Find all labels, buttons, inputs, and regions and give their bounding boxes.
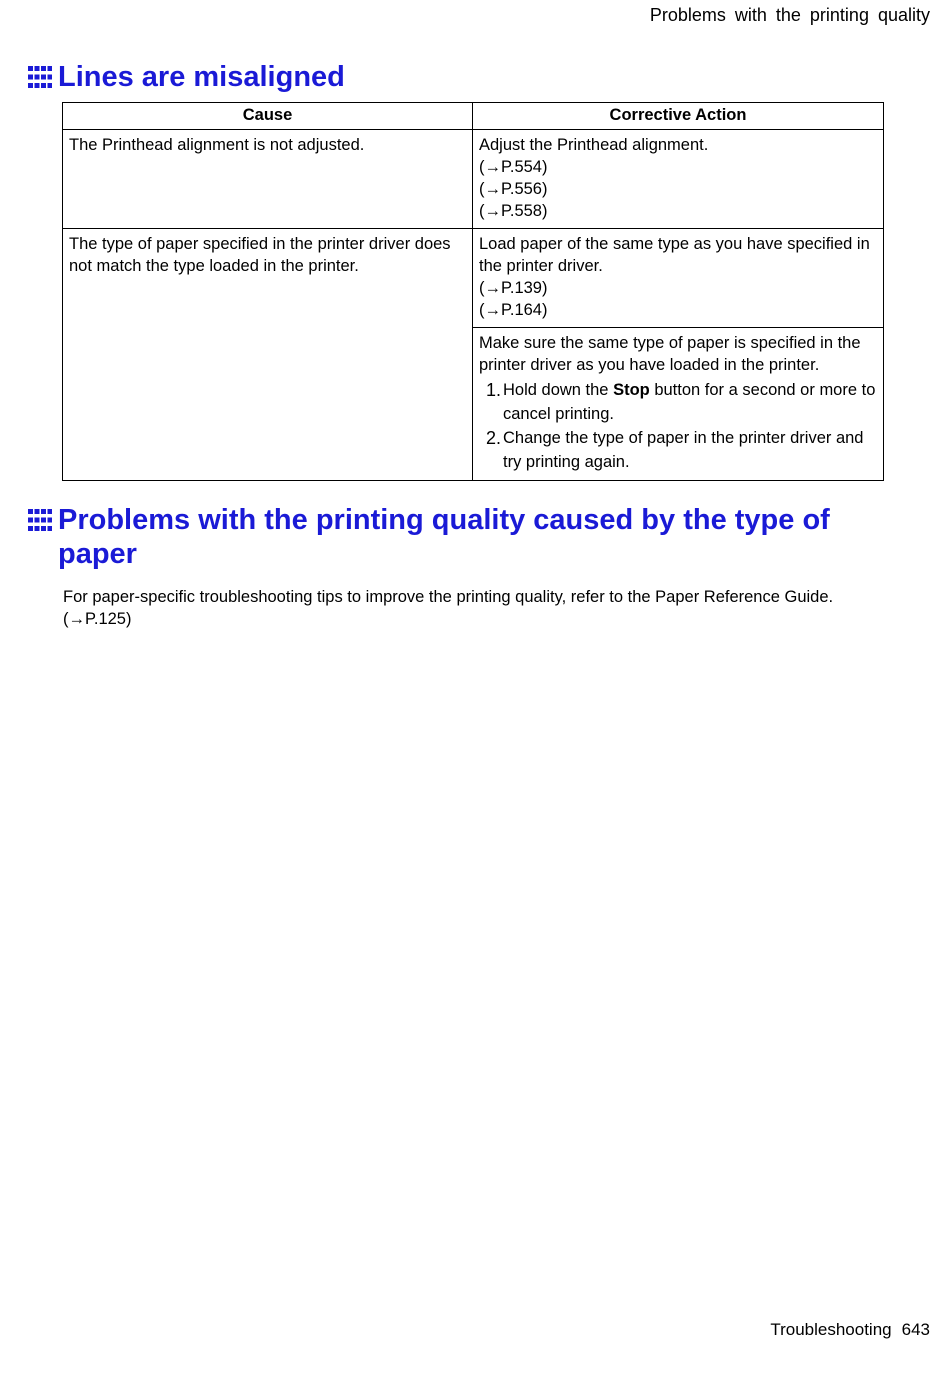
cause-action-table: [62, 102, 884, 481]
list-item: [479, 378, 877, 426]
section-heading-lines-misaligned: [28, 60, 345, 94]
page-reference-link[interactable]: (→P.164): [479, 301, 548, 319]
paper-reference-paragraph: [63, 586, 833, 630]
step-text: Hold down the Stop button for a second or more to cancel printing.: [503, 381, 876, 423]
page-reference-link[interactable]: (→P.554): [479, 158, 548, 176]
section-title: Lines are misaligned: [58, 61, 345, 93]
page-reference-link[interactable]: (→P.558): [479, 202, 548, 220]
paragraph-text: For paper-specific troubleshooting tips to improve the printing quality, refer to the Paper Reference Guide.: [63, 588, 834, 606]
action-text: Adjust the Printhead alignment.: [479, 136, 709, 154]
cause-cell: The Printhead alignment is not adjusted.: [63, 130, 473, 229]
action-cell: [473, 130, 884, 229]
action-text: Load paper of the same type as you have specified in the printer driver.: [479, 235, 870, 275]
table-header-row: [63, 103, 884, 130]
stop-button-label: Stop: [613, 381, 650, 399]
action-cell: [473, 229, 884, 328]
footer-section-label: Troubleshooting: [770, 1320, 892, 1339]
steps-list: [479, 378, 877, 474]
column-header-cause: Cause: [63, 103, 473, 130]
page-footer: [770, 1320, 930, 1340]
section-heading-paper-quality: [28, 503, 888, 571]
page-reference-link[interactable]: (→P.125): [63, 610, 132, 628]
column-header-corrective-action: Corrective Action: [473, 103, 884, 130]
action-cell: [473, 328, 884, 481]
page-reference-link[interactable]: (→P.139): [479, 279, 548, 297]
page-number: 643: [901, 1320, 930, 1339]
step-text: Change the type of paper in the printer driver and try printing again.: [503, 429, 864, 471]
section-title: Problems with the printing quality caused by the type of paper: [58, 504, 830, 570]
running-header: Problems with the printing quality: [649, 5, 930, 25]
grid-icon: [28, 66, 52, 88]
grid-icon: [28, 509, 52, 531]
table-row: [63, 229, 884, 328]
page-reference-link[interactable]: (→P.556): [479, 180, 548, 198]
step-number: 2.: [485, 428, 501, 448]
cause-cell: The type of paper specified in the printer driver does not match the type loaded in the printer.: [63, 229, 473, 481]
action-text: Make sure the same type of paper is specified in the printer driver as you have loaded in the printer.: [479, 334, 861, 374]
table-row: [63, 130, 884, 229]
list-item: [479, 426, 877, 474]
step-number: 1.: [485, 380, 501, 400]
